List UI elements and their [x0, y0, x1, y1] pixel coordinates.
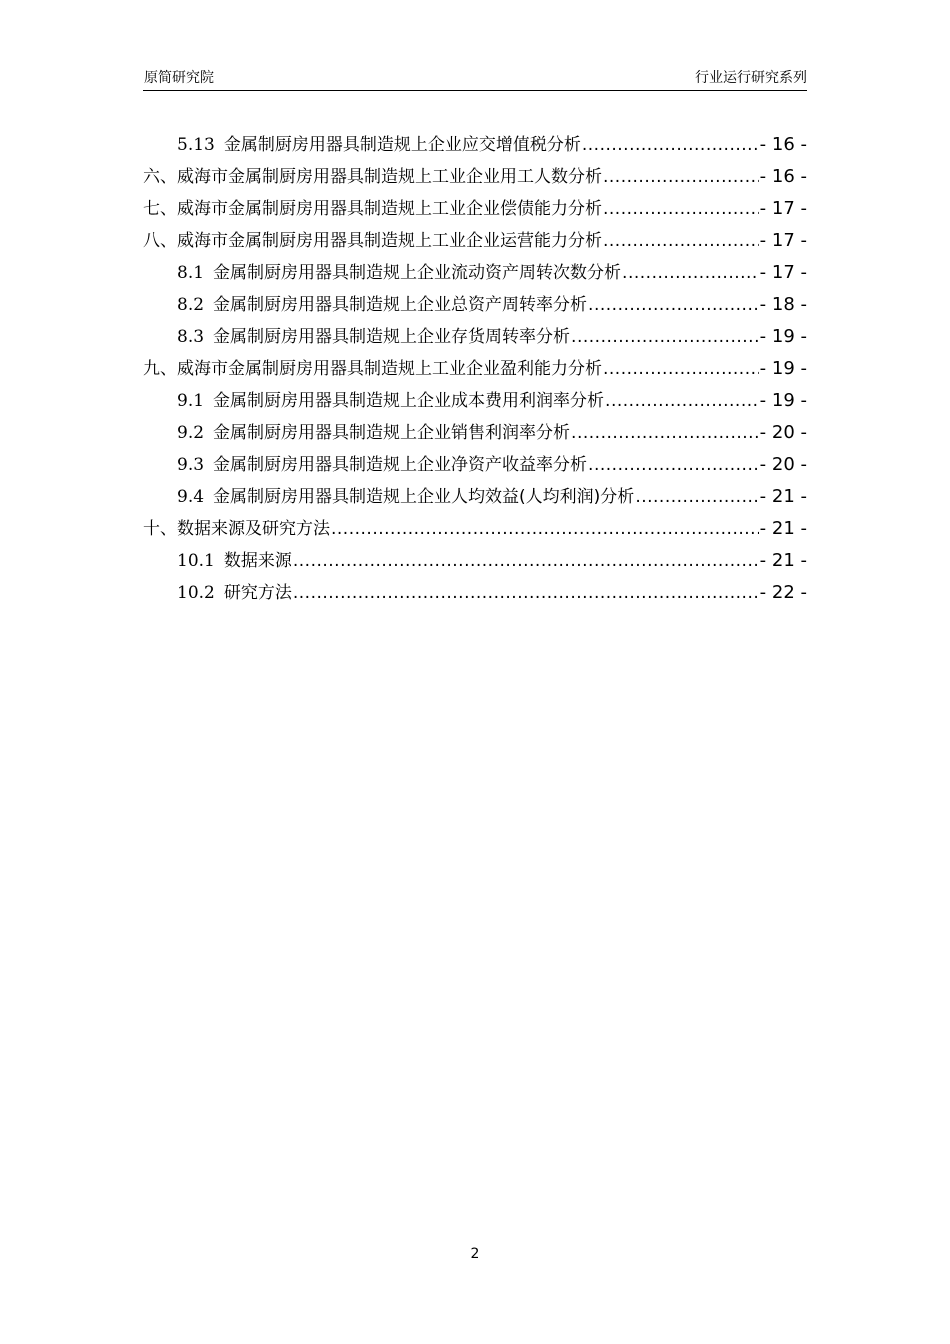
- toc-entry[interactable]: [143, 353, 807, 385]
- toc-entry-number: 9.2: [177, 423, 205, 443]
- toc-entry-title: 研究方法: [223, 583, 292, 603]
- toc-entry-number: 9.3: [177, 455, 205, 475]
- toc-entry[interactable]: [143, 321, 807, 353]
- toc-entry[interactable]: [143, 129, 807, 161]
- toc-entry-page: - 16 -: [759, 134, 807, 155]
- page-number: 2: [470, 1246, 480, 1262]
- toc-entry[interactable]: [143, 513, 807, 545]
- toc-entry-page: - 21 -: [759, 550, 807, 571]
- toc-entry-title: 十、数据来源及研究方法: [143, 519, 330, 539]
- toc-entry-page: - 18 -: [759, 294, 807, 315]
- toc-entry-title: 数据来源: [223, 551, 292, 571]
- toc-entry-page: - 20 -: [759, 422, 807, 443]
- toc-entry-number: 8.3: [177, 327, 205, 347]
- toc-entry-title: 金属制厨房用器具制造规上企业应交增值税分析: [223, 135, 581, 155]
- dot-leader: [588, 449, 759, 481]
- toc-entry-number: 5.13: [177, 135, 215, 155]
- toc-entry[interactable]: [143, 385, 807, 417]
- dot-leader: [582, 129, 759, 161]
- toc-entry-page: - 21 -: [759, 486, 807, 507]
- toc-entry-number: 10.1: [177, 551, 215, 571]
- toc-entry[interactable]: [143, 417, 807, 449]
- toc-entry-page: - 19 -: [759, 358, 807, 379]
- dot-leader: [622, 257, 759, 289]
- dot-leader: [603, 161, 759, 193]
- toc-entry[interactable]: [143, 225, 807, 257]
- toc-entry-number: 9.4: [177, 487, 205, 507]
- header-org-name: 原简研究院: [144, 70, 214, 86]
- toc-entry-page: - 22 -: [759, 582, 807, 603]
- toc-entry-title: 金属制厨房用器具制造规上企业成本费用利润率分析: [213, 391, 605, 411]
- toc-entry-number: 8.1: [177, 263, 205, 283]
- toc-entry-page: - 21 -: [759, 518, 807, 539]
- table-of-contents: [143, 129, 807, 609]
- toc-entry-title: 金属制厨房用器具制造规上企业净资产收益率分析: [213, 455, 588, 475]
- toc-entry[interactable]: [143, 545, 807, 577]
- dot-leader: [293, 545, 759, 577]
- toc-entry-page: - 17 -: [759, 262, 807, 283]
- header-series-name: 行业运行研究系列: [695, 70, 807, 86]
- dot-leader: [571, 417, 759, 449]
- toc-entry[interactable]: [143, 449, 807, 481]
- toc-entry-title: 金属制厨房用器具制造规上企业存货周转率分析: [213, 327, 571, 347]
- toc-entry-title: 六、威海市金属制厨房用器具制造规上工业企业用工人数分析: [143, 167, 602, 187]
- toc-entry[interactable]: [143, 289, 807, 321]
- dot-leader: [605, 385, 759, 417]
- page-header: [143, 66, 807, 91]
- toc-entry-title: 金属制厨房用器具制造规上企业总资产周转率分析: [213, 295, 588, 315]
- dot-leader: [603, 353, 759, 385]
- toc-entry[interactable]: [143, 193, 807, 225]
- toc-entry-title: 七、威海市金属制厨房用器具制造规上工业企业偿债能力分析: [143, 199, 602, 219]
- dot-leader: [588, 289, 759, 321]
- dot-leader: [331, 513, 759, 545]
- toc-entry-title: 金属制厨房用器具制造规上企业销售利润率分析: [213, 423, 571, 443]
- dot-leader: [571, 321, 759, 353]
- toc-entry[interactable]: [143, 481, 807, 513]
- toc-entry-title: 八、威海市金属制厨房用器具制造规上工业企业运营能力分析: [143, 231, 602, 251]
- dot-leader: [603, 193, 759, 225]
- dot-leader: [293, 577, 759, 609]
- toc-entry-page: - 19 -: [759, 326, 807, 347]
- toc-entry-title: 金属制厨房用器具制造规上企业流动资产周转次数分析: [213, 263, 622, 283]
- toc-entry-title: 九、威海市金属制厨房用器具制造规上工业企业盈利能力分析: [143, 359, 602, 379]
- toc-entry-page: - 20 -: [759, 454, 807, 475]
- toc-entry[interactable]: [143, 257, 807, 289]
- dot-leader: [603, 225, 759, 257]
- toc-entry-page: - 16 -: [759, 166, 807, 187]
- toc-entry-page: - 19 -: [759, 390, 807, 411]
- toc-entry[interactable]: [143, 577, 807, 609]
- toc-entry-page: - 17 -: [759, 198, 807, 219]
- toc-entry[interactable]: [143, 161, 807, 193]
- toc-entry-number: 9.1: [177, 391, 205, 411]
- toc-entry-page: - 17 -: [759, 230, 807, 251]
- toc-entry-number: 10.2: [177, 583, 215, 603]
- toc-entry-title: 金属制厨房用器具制造规上企业人均效益(人均利润)分析: [213, 487, 635, 507]
- dot-leader: [635, 481, 758, 513]
- toc-entry-number: 8.2: [177, 295, 205, 315]
